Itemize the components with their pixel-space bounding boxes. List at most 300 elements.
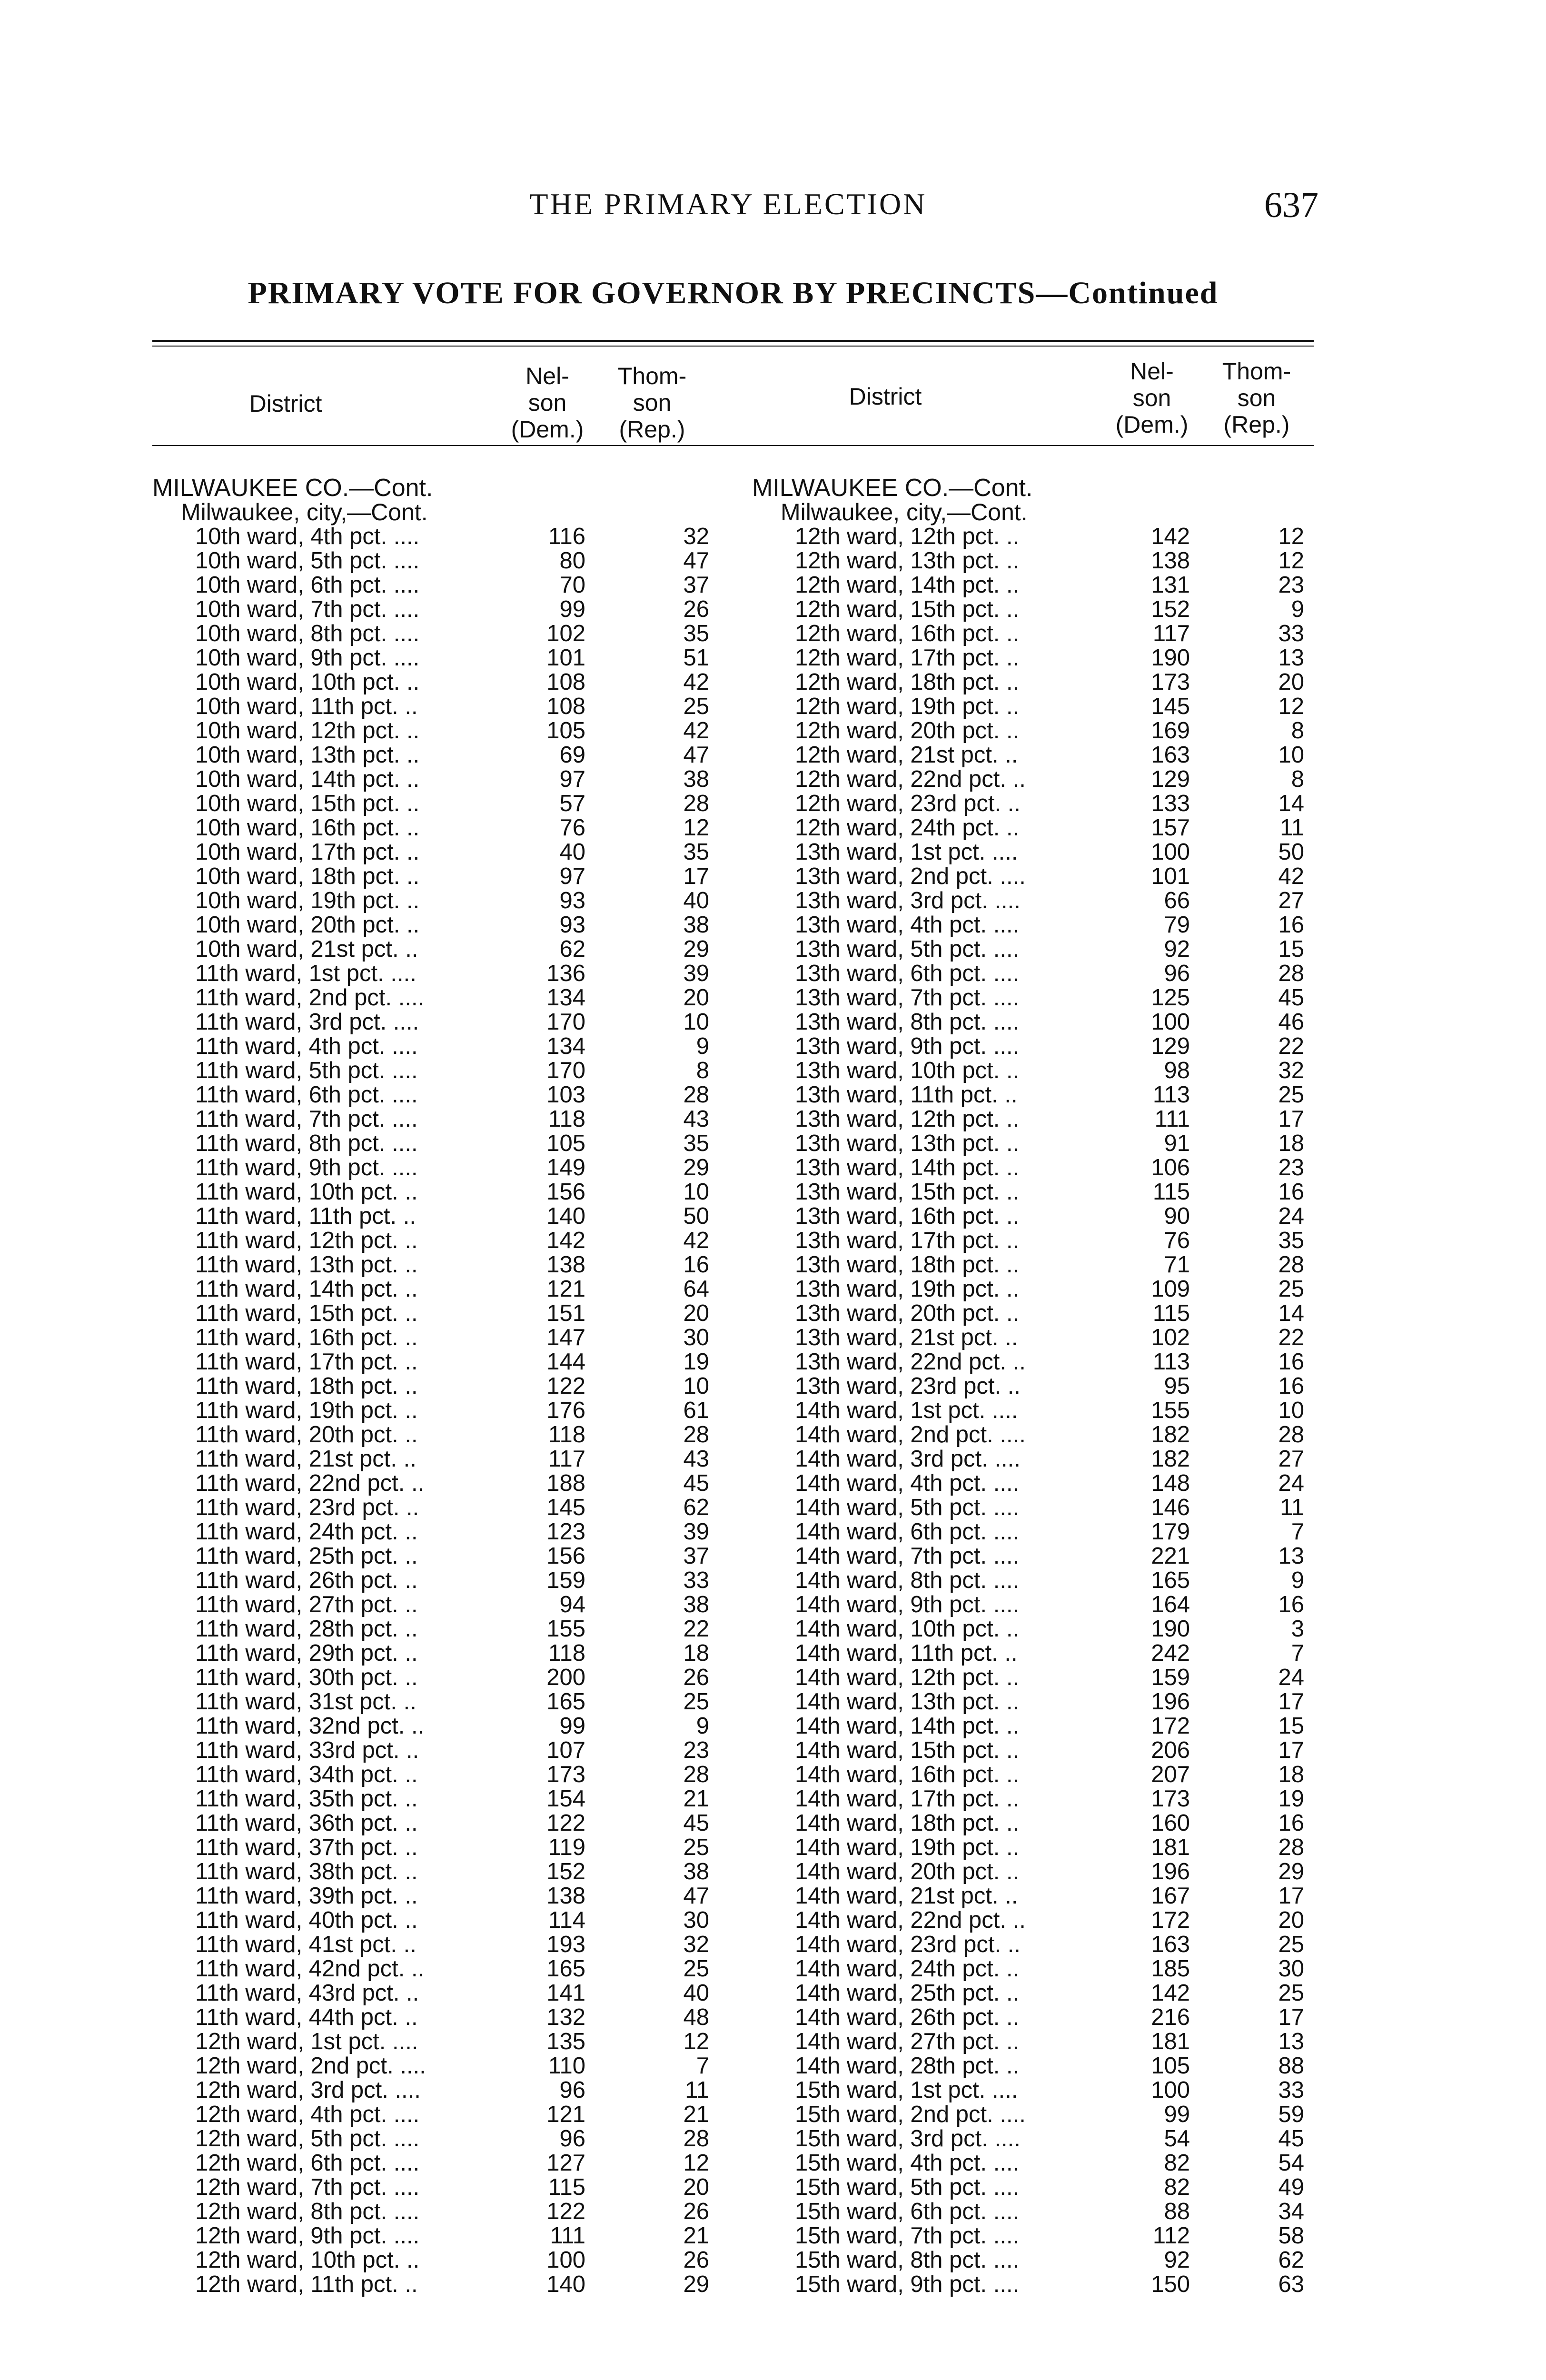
district-cell: 12th ward, 7th pct. ....: [195, 2174, 420, 2200]
district-cell: 14th ward, 24th pct. ..: [795, 1956, 1020, 1982]
thomson-votes-cell: 42: [683, 669, 709, 695]
nelson-votes-cell: 69: [559, 742, 585, 768]
nelson-votes-cell: 172: [1151, 1907, 1190, 1933]
district-cell: 11th ward, 1st pct. ....: [195, 961, 416, 986]
thomson-votes-cell: 43: [683, 1106, 709, 1132]
nelson-votes-cell: 99: [1164, 2102, 1190, 2127]
table-row: [152, 1617, 709, 1641]
district-cell: 13th ward, 16th pct. ..: [795, 1203, 1020, 1229]
nelson-votes-cell: 221: [1151, 1543, 1190, 1569]
district-cell: 12th ward, 13th pct. ..: [795, 548, 1020, 574]
thomson-votes-cell: 24: [1278, 1665, 1304, 1690]
nelson-votes-cell: 111: [550, 2223, 585, 2249]
table-row: [152, 2224, 709, 2248]
thomson-votes-cell: 14: [1278, 791, 1304, 816]
nelson-votes-cell: 96: [559, 2077, 585, 2103]
thomson-votes-cell: 47: [683, 1883, 709, 1909]
table-row: [152, 1811, 709, 1835]
thomson-votes-cell: 13: [1278, 645, 1304, 671]
district-cell: 13th ward, 11th pct. ..: [795, 1082, 1018, 1108]
district-cell: 13th ward, 8th pct. ....: [795, 1009, 1020, 1035]
nelson-votes-cell: 118: [548, 1106, 585, 1132]
table-row: [152, 1374, 709, 1398]
district-cell: 14th ward, 3rd pct. ....: [795, 1446, 1021, 1472]
thomson-votes-cell: 12: [1278, 524, 1304, 549]
table-row: [752, 767, 1309, 792]
table-row: [152, 1957, 709, 1981]
district-cell: 13th ward, 19th pct. ..: [795, 1276, 1020, 1302]
table-title: PRIMARY VOTE FOR GOVERNOR BY PRECINCTS—Continued: [248, 276, 1219, 310]
table-row: [152, 2078, 709, 2102]
thomson-votes-cell: 22: [1278, 1325, 1304, 1350]
table-row: [752, 1617, 1309, 1641]
district-cell: 13th ward, 14th pct. ..: [795, 1155, 1020, 1180]
table-row: [152, 1666, 709, 1690]
district-cell: 13th ward, 10th pct. ..: [795, 1058, 1020, 1083]
nelson-votes-cell: 138: [1151, 548, 1190, 574]
nelson-votes-cell: 190: [1151, 1616, 1190, 1642]
table-row: [752, 1908, 1309, 1933]
district-cell: 12th ward, 15th pct. ..: [795, 596, 1020, 622]
nelson-votes-cell: 163: [1151, 742, 1190, 768]
nelson-votes-cell: 95: [1164, 1373, 1190, 1399]
thomson-votes-cell: 51: [683, 645, 709, 671]
table-row: [752, 1447, 1309, 1471]
table-row: [152, 719, 709, 743]
thomson-votes-cell: 16: [1278, 1373, 1304, 1399]
district-cell: 10th ward, 17th pct. ..: [195, 839, 420, 865]
thomson-votes-cell: 49: [1278, 2174, 1304, 2200]
thomson-votes-cell: 30: [683, 1325, 709, 1350]
nelson-votes-cell: 114: [548, 1907, 585, 1933]
running-head: THE PRIMARY ELECTION: [529, 187, 927, 221]
table-row: [752, 937, 1309, 962]
table-row: [752, 2054, 1309, 2078]
nelson-votes-cell: 181: [1151, 1835, 1190, 1860]
district-cell: 11th ward, 10th pct. ..: [195, 1179, 418, 1205]
district-cell: 13th ward, 23rd pct. ..: [795, 1373, 1021, 1399]
nelson-votes-cell: 115: [548, 2174, 585, 2200]
table-row: [152, 2054, 709, 2078]
district-cell: 11th ward, 3rd pct. ....: [195, 1009, 419, 1035]
nelson-votes-cell: 110: [548, 2053, 585, 2079]
district-cell: 10th ward, 4th pct. ....: [195, 524, 420, 549]
thomson-votes-cell: 38: [683, 1592, 709, 1617]
table-row: [152, 1180, 709, 1204]
nelson-votes-cell: 164: [1151, 1592, 1190, 1617]
district-cell: 10th ward, 8th pct. ....: [195, 621, 420, 646]
table-row: [152, 1083, 709, 1107]
nelson-votes-cell: 40: [559, 839, 585, 865]
table-row: [152, 1763, 709, 1787]
nelson-votes-cell: 140: [546, 2271, 585, 2297]
thomson-votes-cell: 29: [1278, 1859, 1304, 1884]
nelson-votes-cell: 82: [1164, 2150, 1190, 2176]
thomson-votes-cell: 23: [683, 1737, 709, 1763]
table-row: [152, 1034, 709, 1059]
district-cell: 10th ward, 15th pct. ..: [195, 791, 420, 816]
district-cell: 11th ward, 11th pct. ..: [195, 1203, 416, 1229]
table-row: [752, 889, 1309, 913]
district-cell: 14th ward, 1st pct. ....: [795, 1398, 1018, 1423]
district-cell: 11th ward, 32nd pct. ..: [195, 1713, 425, 1739]
nelson-votes-cell: 138: [546, 1252, 585, 1278]
table-row: [752, 622, 1309, 646]
table-row: [152, 1107, 709, 1131]
district-cell: 10th ward, 7th pct. ....: [195, 596, 420, 622]
nelson-votes-cell: 165: [546, 1689, 585, 1715]
table-row: [752, 1398, 1309, 1423]
district-cell: 14th ward, 8th pct. ....: [795, 1567, 1020, 1593]
district-cell: 15th ward, 4th pct. ....: [795, 2150, 1020, 2176]
thomson-votes-cell: 62: [1278, 2247, 1304, 2273]
nelson-votes-cell: 193: [546, 1932, 585, 1957]
thomson-votes-cell: 16: [1278, 1179, 1304, 1205]
table-row: [752, 1471, 1309, 1496]
nelson-votes-cell: 182: [1151, 1422, 1190, 1448]
nelson-votes-cell: 121: [546, 2102, 585, 2127]
table-row: [752, 670, 1309, 694]
table-row: [752, 525, 1309, 549]
district-cell: 10th ward, 20th pct. ..: [195, 912, 420, 938]
table-row: [152, 646, 709, 670]
thomson-votes-cell: 38: [683, 766, 709, 792]
thomson-votes-cell: 28: [1278, 1422, 1304, 1448]
thomson-votes-cell: 14: [1278, 1300, 1304, 1326]
district-cell: 11th ward, 37th pct. ..: [195, 1835, 418, 1860]
table-row: [152, 864, 709, 889]
nelson-votes-cell: 118: [548, 1422, 585, 1448]
district-cell: 11th ward, 18th pct. ..: [195, 1373, 418, 1399]
nelson-votes-cell: 196: [1151, 1689, 1190, 1715]
district-cell: 11th ward, 34th pct. ..: [195, 1762, 418, 1787]
table-row: [152, 1690, 709, 1714]
nelson-votes-cell: 80: [559, 548, 585, 574]
district-cell: 15th ward, 2nd pct. ....: [795, 2102, 1026, 2127]
district-cell: 10th ward, 16th pct. ..: [195, 815, 420, 841]
thomson-votes-cell: 35: [683, 621, 709, 646]
thomson-votes-cell: 38: [683, 912, 709, 938]
nelson-votes-cell: 154: [546, 1786, 585, 1812]
thomson-votes-cell: 20: [1278, 669, 1304, 695]
nelson-votes-cell: 169: [1151, 718, 1190, 744]
table-row: [152, 1593, 709, 1617]
table-row: [152, 1933, 709, 1957]
nelson-votes-cell: 185: [1151, 1956, 1190, 1982]
table-row: [752, 864, 1309, 889]
nelson-votes-cell: 105: [546, 718, 585, 744]
thomson-votes-cell: 20: [683, 1300, 709, 1326]
table-row: [752, 1957, 1309, 1981]
nelson-votes-cell: 144: [546, 1349, 585, 1375]
table-row: [152, 1326, 709, 1350]
district-cell: 10th ward, 6th pct. ....: [195, 572, 420, 598]
nelson-votes-cell: 121: [546, 1276, 585, 1302]
nelson-votes-cell: 147: [546, 1325, 585, 1350]
table-row: [752, 2248, 1309, 2272]
city-heading: Milwaukee, city,—Cont.: [181, 499, 428, 526]
district-cell: 11th ward, 19th pct. ..: [195, 1398, 418, 1423]
table-row: [152, 1471, 709, 1496]
nelson-votes-cell: 122: [546, 1810, 585, 1836]
thomson-votes-cell: 15: [1278, 936, 1304, 962]
table-row: [152, 1641, 709, 1666]
table-row: [752, 1059, 1309, 1083]
nelson-votes-cell: 93: [559, 912, 585, 938]
thomson-votes-cell: 26: [683, 2247, 709, 2273]
district-cell: 11th ward, 7th pct. ....: [195, 1106, 418, 1132]
thomson-votes-cell: 8: [1291, 766, 1304, 792]
table-row: [752, 1666, 1309, 1690]
district-cell: 13th ward, 21st pct. ..: [795, 1325, 1018, 1350]
table-row: [152, 1544, 709, 1568]
district-cell: 11th ward, 41st pct. ..: [195, 1932, 416, 1957]
thomson-votes-cell: 12: [683, 2029, 709, 2054]
table-row: [752, 646, 1309, 670]
table-row: [752, 1010, 1309, 1034]
right-column: [752, 476, 1309, 2297]
header-rule: [152, 445, 1314, 446]
table-row: [752, 1763, 1309, 1787]
nelson-votes-cell: 131: [1151, 572, 1190, 598]
district-cell: 12th ward, 18th pct. ..: [795, 669, 1020, 695]
thomson-votes-cell: 28: [683, 2126, 709, 2152]
table-row: [752, 1277, 1309, 1301]
thomson-votes-cell: 32: [683, 1932, 709, 1957]
nelson-votes-cell: 155: [1151, 1398, 1190, 1423]
district-cell: 14th ward, 16th pct. ..: [795, 1762, 1020, 1787]
thomson-votes-cell: 37: [683, 1543, 709, 1569]
thomson-votes-cell: 12: [683, 815, 709, 841]
district-cell: 13th ward, 15th pct. ..: [795, 1179, 1020, 1205]
right-district-header: District: [849, 383, 922, 410]
table-row: [752, 816, 1309, 840]
district-cell: 10th ward, 12th pct. ..: [195, 718, 420, 744]
nelson-votes-cell: 76: [1164, 1228, 1190, 1253]
district-cell: 10th ward, 11th pct. ..: [195, 694, 418, 719]
thomson-votes-cell: 48: [683, 2004, 709, 2030]
thomson-votes-cell: 25: [683, 694, 709, 719]
thomson-votes-cell: 23: [1278, 572, 1304, 598]
nelson-votes-cell: 173: [1151, 1786, 1190, 1812]
district-cell: 15th ward, 7th pct. ....: [795, 2223, 1020, 2249]
table-row: [752, 1981, 1309, 2005]
thomson-votes-cell: 25: [1278, 1980, 1304, 2006]
table-row: [752, 1374, 1309, 1398]
thomson-votes-cell: 9: [696, 1713, 709, 1739]
district-cell: 15th ward, 5th pct. ....: [795, 2174, 1020, 2200]
district-cell: 14th ward, 10th pct. ..: [795, 1616, 1020, 1642]
district-cell: 14th ward, 23rd pct. ..: [795, 1932, 1021, 1957]
nelson-votes-cell: 116: [548, 524, 585, 549]
thomson-votes-cell: 39: [683, 961, 709, 986]
thomson-votes-cell: 7: [696, 2053, 709, 2079]
table-row: [752, 1496, 1309, 1520]
district-cell: 12th ward, 5th pct. ....: [195, 2126, 420, 2152]
thomson-votes-cell: 15: [1278, 1713, 1304, 1739]
nelson-votes-cell: 98: [1164, 1058, 1190, 1083]
district-cell: 11th ward, 21st pct. ..: [195, 1446, 416, 1472]
nelson-votes-cell: 100: [1151, 2077, 1190, 2103]
district-cell: 11th ward, 44th pct. ..: [195, 2004, 418, 2030]
thomson-votes-cell: 28: [683, 1082, 709, 1108]
nelson-votes-cell: 149: [546, 1155, 585, 1180]
district-cell: 13th ward, 7th pct. ....: [795, 985, 1020, 1011]
district-cell: 13th ward, 4th pct. ....: [795, 912, 1020, 938]
thomson-votes-cell: 16: [1278, 1810, 1304, 1836]
thomson-votes-cell: 47: [683, 742, 709, 768]
nelson-votes-cell: 148: [1151, 1470, 1190, 1496]
page-number: 637: [1264, 185, 1318, 225]
district-cell: 10th ward, 10th pct. ..: [195, 669, 420, 695]
thomson-votes-cell: 34: [1278, 2199, 1304, 2224]
table-row: [152, 743, 709, 767]
thomson-votes-cell: 45: [683, 1470, 709, 1496]
district-cell: 11th ward, 6th pct. ....: [195, 1082, 418, 1108]
table-row: [152, 670, 709, 694]
nelson-votes-cell: 170: [546, 1058, 585, 1083]
county-heading: MILWAUKEE CO.—Cont.: [152, 474, 433, 502]
district-cell: 12th ward, 21st pct. ..: [795, 742, 1018, 768]
thomson-votes-cell: 10: [1278, 1398, 1304, 1423]
nelson-votes-cell: 173: [1151, 669, 1190, 695]
thomson-votes-cell: 11: [685, 2077, 709, 2103]
district-cell: 11th ward, 9th pct. ....: [195, 1155, 418, 1180]
district-cell: 12th ward, 8th pct. ....: [195, 2199, 420, 2224]
top-rule: [152, 340, 1314, 342]
table-row: [152, 2151, 709, 2175]
table-row: [752, 2127, 1309, 2151]
table-row: [152, 622, 709, 646]
nelson-votes-cell: 82: [1164, 2174, 1190, 2200]
district-cell: 11th ward, 13th pct. ..: [195, 1252, 418, 1278]
table-row: [752, 573, 1309, 597]
thomson-votes-cell: 58: [1278, 2223, 1304, 2249]
nelson-votes-cell: 109: [1151, 1276, 1190, 1302]
thomson-votes-cell: 16: [1278, 912, 1304, 938]
thomson-votes-cell: 35: [683, 1130, 709, 1156]
district-cell: 12th ward, 3rd pct. ....: [195, 2077, 421, 2103]
thomson-votes-cell: 29: [683, 2271, 709, 2297]
table-row: [152, 2005, 709, 2030]
table-row: [752, 2272, 1309, 2297]
table-row: [152, 1156, 709, 1180]
thomson-votes-cell: 23: [1278, 1155, 1304, 1180]
district-cell: 10th ward, 19th pct. ..: [195, 888, 420, 913]
district-cell: 13th ward, 20th pct. ..: [795, 1300, 1020, 1326]
thomson-votes-cell: 18: [683, 1640, 709, 1666]
table-row: [752, 1107, 1309, 1131]
thomson-votes-cell: 39: [683, 1519, 709, 1545]
district-cell: 11th ward, 31st pct. ..: [195, 1689, 416, 1715]
nelson-votes-cell: 157: [1151, 815, 1190, 841]
district-cell: 14th ward, 26th pct. ..: [795, 2004, 1020, 2030]
thomson-votes-cell: 13: [1278, 1543, 1304, 1569]
nelson-votes-cell: 142: [1151, 524, 1190, 549]
thomson-votes-cell: 11: [1280, 815, 1304, 841]
table-row: [152, 2127, 709, 2151]
thomson-votes-cell: 33: [1278, 621, 1304, 646]
county-heading: MILWAUKEE CO.—Cont.: [752, 474, 1033, 502]
top-rule-thin: [152, 346, 1314, 347]
nelson-votes-cell: 105: [1151, 2053, 1190, 2079]
thomson-votes-cell: 42: [683, 1228, 709, 1253]
table-row: [752, 2078, 1309, 2102]
table-row: [152, 1253, 709, 1277]
district-cell: 13th ward, 2nd pct. ....: [795, 863, 1026, 889]
table-row: [752, 2200, 1309, 2224]
table-row: [152, 1229, 709, 1253]
nelson-votes-cell: 57: [559, 791, 585, 816]
nelson-votes-cell: 152: [1151, 596, 1190, 622]
nelson-votes-cell: 108: [546, 694, 585, 719]
thomson-votes-cell: 9: [1291, 1567, 1304, 1593]
table-row: [752, 1787, 1309, 1811]
thomson-votes-cell: 28: [683, 1422, 709, 1448]
district-cell: 11th ward, 43rd pct. ..: [195, 1980, 419, 2006]
thomson-votes-cell: 17: [1278, 1737, 1304, 1763]
thomson-votes-cell: 8: [1291, 718, 1304, 744]
nelson-votes-cell: 115: [1152, 1179, 1190, 1205]
table-row: [752, 1884, 1309, 1908]
thomson-votes-cell: 22: [683, 1616, 709, 1642]
table-row: [152, 1398, 709, 1423]
table-row: [152, 962, 709, 986]
nelson-votes-cell: 140: [546, 1203, 585, 1229]
district-cell: 10th ward, 5th pct. ....: [195, 548, 420, 574]
thomson-votes-cell: 43: [683, 1446, 709, 1472]
table-row: [152, 767, 709, 792]
nelson-votes-cell: 134: [546, 1033, 585, 1059]
district-cell: 14th ward, 18th pct. ..: [795, 1810, 1020, 1836]
district-cell: 14th ward, 28th pct. ..: [795, 2053, 1020, 2079]
district-cell: 11th ward, 23rd pct. ..: [195, 1495, 419, 1520]
district-cell: 12th ward, 2nd pct. ....: [195, 2053, 426, 2079]
table-row: [152, 1568, 709, 1593]
thomson-votes-cell: 22: [1278, 1033, 1304, 1059]
nelson-votes-cell: 111: [1154, 1106, 1190, 1132]
thomson-votes-cell: 27: [1278, 888, 1304, 913]
nelson-votes-cell: 93: [559, 888, 585, 913]
nelson-votes-cell: 100: [1151, 839, 1190, 865]
district-cell: 14th ward, 22nd pct. ..: [795, 1907, 1026, 1933]
nelson-votes-cell: 92: [1164, 2247, 1190, 2273]
table-row: [152, 1884, 709, 1908]
table-row: [152, 1714, 709, 1738]
district-cell: 11th ward, 33rd pct. ..: [195, 1737, 419, 1763]
nelson-votes-cell: 70: [559, 572, 585, 598]
nelson-votes-cell: 170: [546, 1009, 585, 1035]
district-cell: 11th ward, 42nd pct. ..: [195, 1956, 425, 1982]
table-row: [752, 1690, 1309, 1714]
district-cell: 11th ward, 14th pct. ..: [195, 1276, 418, 1302]
district-cell: 11th ward, 25th pct. ..: [195, 1543, 418, 1569]
nelson-votes-cell: 151: [546, 1300, 585, 1326]
district-cell: 15th ward, 6th pct. ....: [795, 2199, 1020, 2224]
district-cell: 10th ward, 13th pct. ..: [195, 742, 420, 768]
thomson-votes-cell: 63: [1278, 2271, 1304, 2297]
nelson-votes-cell: 62: [559, 936, 585, 962]
district-cell: 12th ward, 6th pct. ....: [195, 2150, 420, 2176]
district-cell: 10th ward, 21st pct. ..: [195, 936, 418, 962]
thomson-votes-cell: 21: [683, 2102, 709, 2127]
table-row: [152, 1496, 709, 1520]
table-row: [152, 1908, 709, 1933]
district-cell: 11th ward, 16th pct. ..: [195, 1325, 418, 1350]
nelson-votes-cell: 135: [546, 2029, 585, 2054]
nelson-votes-cell: 106: [1151, 1155, 1190, 1180]
district-cell: 14th ward, 7th pct. ....: [795, 1543, 1020, 1569]
